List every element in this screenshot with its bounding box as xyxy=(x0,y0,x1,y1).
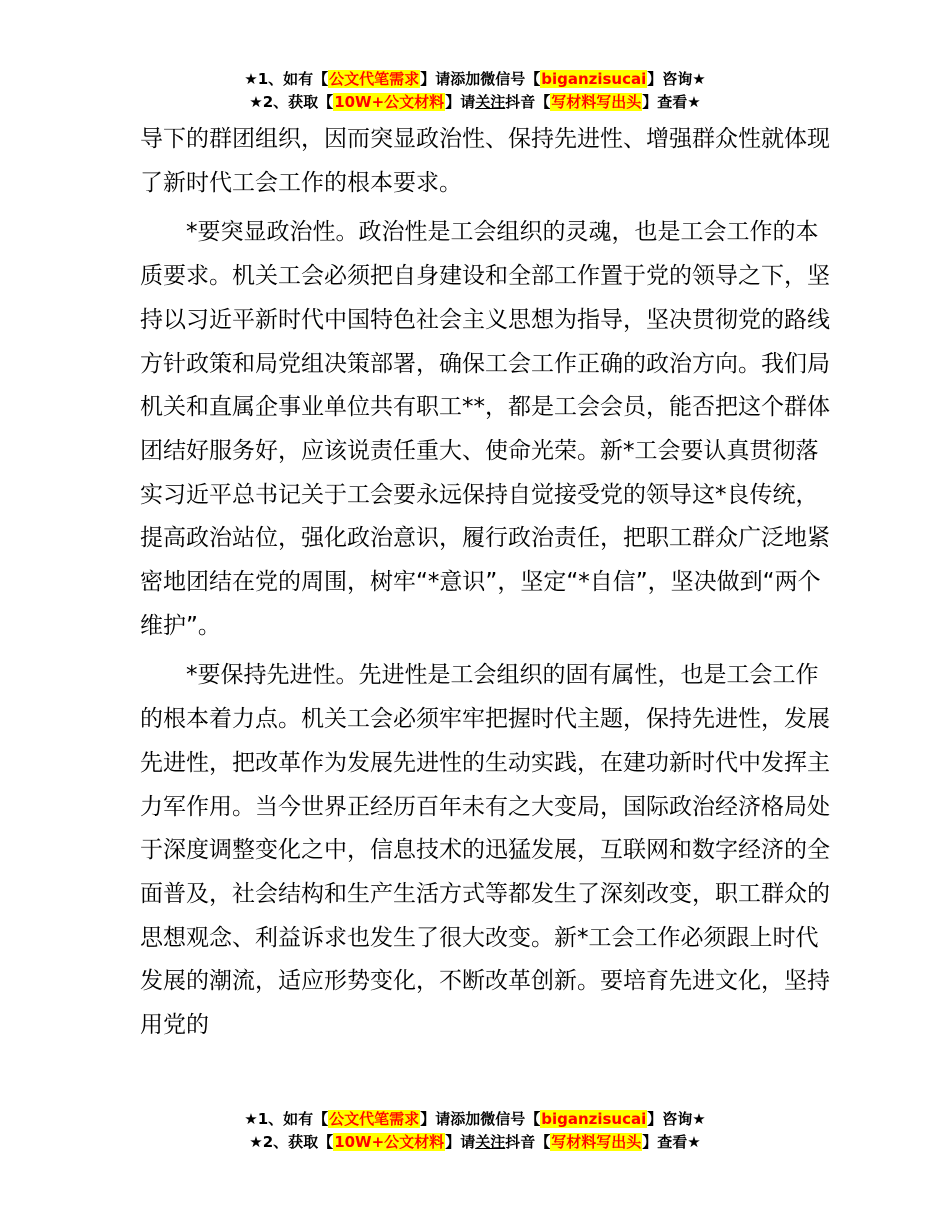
highlight-materials: 10W+公文材料 xyxy=(334,1133,445,1151)
highlight-wechat-id: biganzisucai xyxy=(541,70,647,88)
paragraph-2: *要突显政治性。政治性是工会组织的灵魂，也是工会工作的本质要求。机关工会必须把自身建设和全部工作置于党的领导之下，坚持以习近平新时代中国特色社会主义思想为指导，坚决贯彻党的路线方针政策和局党组决策部署，确保工会工作正确的政治方向。我们局机关和直属企事业单位共有职工**，都是工会会员，能否把这个群体团结好服务好，应该说责任重大、使命光荣。新*工会要认真贯彻落实习近平总书记关于工会要永远保持自觉接受党的领导这*良传统，提高政治站位，强化政治意识，履行政治责任，把职工群众广泛地紧密地团结在党的周围，树牢“*意识”，坚定“*自信”，坚决做到“两个维护”。 xyxy=(140,219,830,639)
header-line-2: ★2、获取【10W+公文材料】请关注抖音【写材料写出头】查看★ xyxy=(249,93,701,111)
header-banner xyxy=(0,68,950,114)
paragraph-1: 导下的群团组织，因而突显政治性、保持先进性、增强群众性就体现了新时代工会工作的根本要求。 xyxy=(140,126,830,196)
highlight-douyin-account: 写材料写出头 xyxy=(551,93,642,111)
highlight-douyin-account: 写材料写出头 xyxy=(551,1133,642,1151)
header-line-1: ★1、如有【公文代笔需求】请添加微信号【biganzisucai】咨询★ xyxy=(244,70,706,88)
highlight-wechat-id: biganzisucai xyxy=(541,1110,647,1128)
footer-line-1: ★1、如有【公文代笔需求】请添加微信号【biganzisucai】咨询★ xyxy=(244,1110,706,1128)
highlight-materials: 10W+公文材料 xyxy=(334,93,445,111)
highlight-ghostwriting: 公文代笔需求 xyxy=(329,1110,420,1128)
footer-banner xyxy=(0,1108,950,1154)
highlight-ghostwriting: 公文代笔需求 xyxy=(329,70,420,88)
footer-line-2: ★2、获取【10W+公文材料】请关注抖音【写材料写出头】查看★ xyxy=(249,1133,701,1151)
paragraph-3: *要保持先进性。先进性是工会组织的固有属性，也是工会工作的根本着力点。机关工会必须牢牢把握时代主题，保持先进性，发展先进性，把改革作为发展先进性的生动实践，在建功新时代中发挥主力军作用。当今世界正经历百年未有之大变局，国际政治经济格局处于深度调整变化之中，信息技术的迅猛发展，互联网和数字经济的全面普及，社会结构和生产生活方式等都发生了深刻改变，职工群众的思想观念、利益诉求也发生了很大改变。新*工会工作必须跟上时代发展的潮流，适应形势变化，不断改革创新。要培育先进文化，坚持用党的 xyxy=(140,662,830,1039)
follow-text: 关注 xyxy=(475,93,506,111)
document-body xyxy=(140,118,840,1054)
follow-text: 关注 xyxy=(475,1133,506,1151)
